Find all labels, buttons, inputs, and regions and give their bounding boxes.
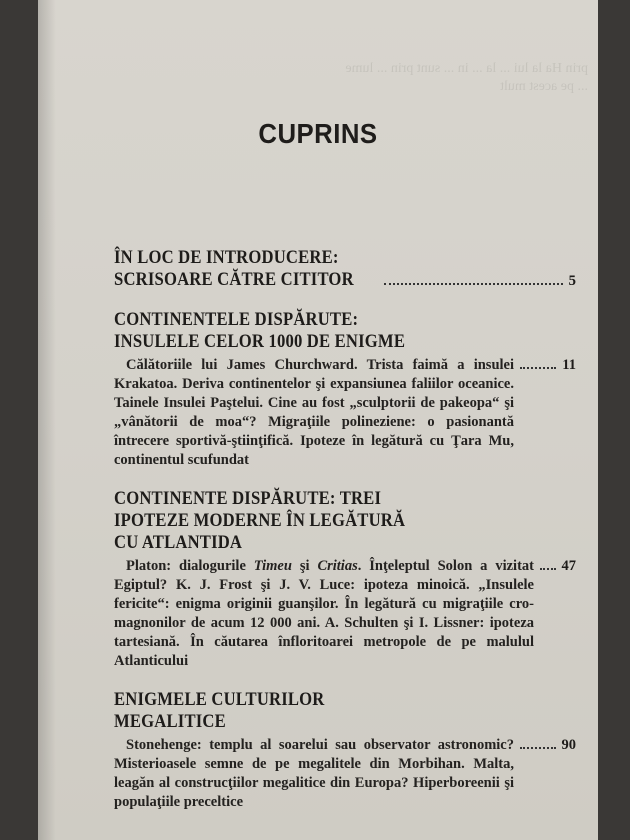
italic-title-timeu: Timeu bbox=[253, 558, 292, 574]
toc-entry-megaliths bbox=[114, 689, 576, 812]
page-number: 11 bbox=[562, 357, 576, 373]
entry-description-line bbox=[114, 733, 576, 812]
entry-description bbox=[114, 557, 534, 671]
entry-heading-page-line bbox=[114, 269, 576, 291]
entry-description: Călătoriile lui James Churchward. Trista faimă a insulei Krakatoa. Deriva continentelor şi expansiunea faliilor oceanice. Tainele Insulei Paştelui. Cine au fost „sculptorii de pakeopa“ şi „vânătorii de moa“? Migraţiile polineziene: o pasionantă întrecere sportivă-ştiinţifică. Ipoteze în legătură cu Ţara Mu, continentul scufundat bbox=[114, 357, 514, 468]
entry-description: Stonehenge: templu al soarelui sau observator astronomic? Misterioasele semne de pe megalitele din Morbihan. Malta, leagăn al construcţiilor megalitice din Europa? Hiperboreenii şi populaţiile preceltice bbox=[114, 737, 514, 810]
entry-heading-line: CU ATLANTIDA bbox=[114, 533, 243, 553]
entry-description-line bbox=[114, 353, 576, 470]
page-number: 90 bbox=[561, 737, 576, 753]
entry-heading-line: CONTINENTE DISPĂRUTE: TREI bbox=[114, 489, 382, 509]
page-number: 47 bbox=[561, 558, 576, 574]
dot-leader bbox=[520, 747, 556, 749]
entry-heading-line: ENIGMELE CULTURILOR bbox=[114, 690, 325, 710]
entry-heading-line: IPOTEZE MODERNE ÎN LEGĂTURĂ bbox=[114, 511, 406, 531]
page-number: 5 bbox=[568, 273, 576, 289]
toc-entry-introduction bbox=[114, 247, 576, 291]
entry-heading-line: INSULELE CELOR 1000 DE ENIGME bbox=[114, 332, 406, 352]
entry-heading-line: ÎN LOC DE INTRODUCERE: bbox=[114, 248, 339, 268]
toc-entry-lost-continents bbox=[114, 309, 576, 470]
dot-leader bbox=[520, 367, 556, 369]
bleed-through-text: prin Ha la lui ... la ... in ... sunt prin ... lume ... pe acest mult bbox=[345, 61, 588, 94]
table-of-contents bbox=[114, 247, 576, 820]
toc-entry-atlantis bbox=[114, 488, 576, 671]
description-text: . Înţeleptul Solon a vizitat Egiptul? K. J. Frost şi J. V. Luce: ipoteza minoică. „Insulele fericite“: enigma originii guanşilor. În legătură cu migraţiile cro-magnonilor de acum 12 000 ani. A. Schulten şi I. Lissner: ipoteza tartesiană. În căutarea înfloritoarei metropole de pe malulul Atlanticului bbox=[114, 558, 534, 669]
description-text: Platon: dialogurile bbox=[126, 558, 254, 574]
description-text: şi bbox=[291, 558, 318, 574]
page-title: CUPRINS bbox=[258, 118, 378, 149]
italic-title-critias: Critias bbox=[317, 558, 358, 574]
entry-heading-line: CONTINENTELE DISPĂRUTE: bbox=[114, 310, 359, 330]
entry-heading-line: MEGALITICE bbox=[114, 712, 226, 732]
entry-heading-line: SCRISOARE CĂTRE CITITOR bbox=[114, 270, 354, 290]
entry-description-line bbox=[114, 554, 576, 671]
book-page bbox=[38, 0, 598, 840]
dot-leader bbox=[384, 283, 562, 285]
dot-leader bbox=[540, 568, 556, 570]
